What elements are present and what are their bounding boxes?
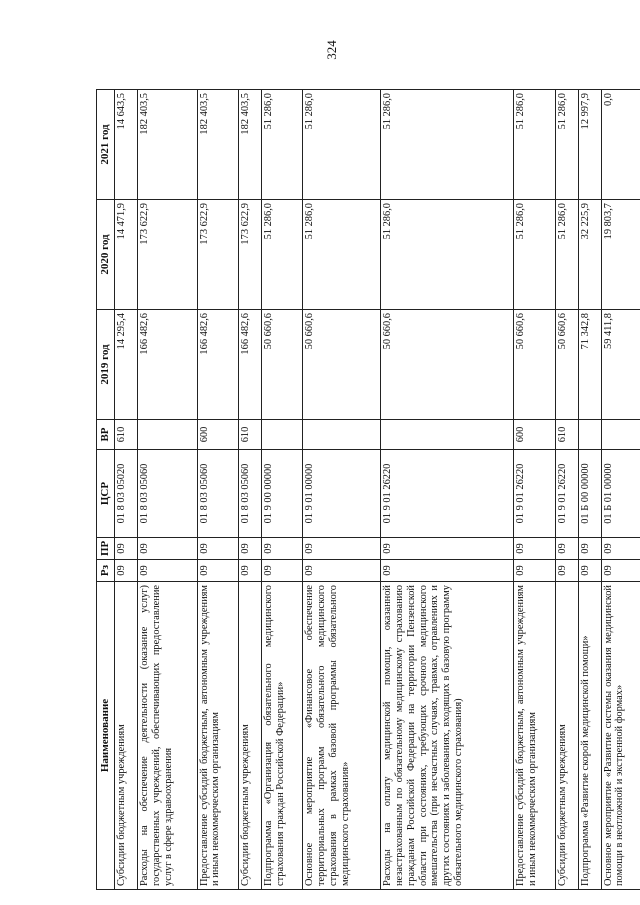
row-2021: 12 997,9 [578,90,601,200]
row-name: Субсидии бюджетным учреждениям [555,582,578,890]
row-pr: 09 [138,538,198,560]
row-2021: 51 286,0 [381,90,514,200]
row-pr: 09 [261,538,302,560]
table-row [514,90,555,890]
row-2019: 59 411,8 [601,310,640,420]
row-vr [303,420,381,450]
row-csr: 01 8 03 05060 [238,450,261,538]
row-name: Расходы на оплату медицинской помощи, оказанной незастрахованным по обязательному медицинскому страхованию гражданам Российской Федерации на территории Пензенской области при состояниях, требующих срочного медицинского вмешательства (при несчастных случаях, травмах, отравлениях и других состояниях и заболеваниях, входящих в базовую программу обязательного медицинского страхования) [381,582,514,890]
row-2021: 51 286,0 [514,90,555,200]
header-2019: 2019 год [97,310,115,420]
row-vr: 610 [555,420,578,450]
page-number: 324 [324,40,339,60]
row-csr: 01 8 03 05020 [115,450,138,538]
row-pr: 09 [197,538,238,560]
row-2020: 51 286,0 [555,200,578,310]
row-pr: 09 [303,538,381,560]
table-row [238,90,261,890]
row-2021: 51 286,0 [303,90,381,200]
row-vr: 600 [197,420,238,450]
row-name: Предоставление субсидий бюджетным, автономным учреждениям и иным некоммерческим организациям [197,582,238,890]
row-vr [601,420,640,450]
row-name: Подпрограмма «Развитие скорой медицинской помощи» [578,582,601,890]
row-name: Субсидии бюджетным учреждениям [238,582,261,890]
row-2021: 14 643,5 [115,90,138,200]
row-name: Субсидии бюджетным учреждениям [115,582,138,890]
row-2019: 166 482,6 [238,310,261,420]
row-2021: 182 403,5 [197,90,238,200]
row-name: Основное мероприятие «Финансовое обеспечение территориальных программ обязательного медицинского страхования в рамках базовой программы обязательного медицинского страхования» [303,582,381,890]
row-csr: 01 9 00 00000 [261,450,302,538]
row-2019: 50 660,6 [555,310,578,420]
row-csr: 01 9 01 26220 [514,450,555,538]
row-rz: 09 [601,560,640,582]
row-vr: 610 [238,420,261,450]
row-2019: 50 660,6 [381,310,514,420]
header-2021: 2021 год [97,90,115,200]
row-2020: 173 622,9 [197,200,238,310]
header-2020: 2020 год [97,200,115,310]
row-2020: 51 286,0 [514,200,555,310]
row-rz: 09 [138,560,198,582]
row-pr: 09 [238,538,261,560]
header-rz: Рз [97,560,115,582]
row-rz: 09 [115,560,138,582]
row-pr: 09 [578,538,601,560]
row-pr: 09 [601,538,640,560]
row-csr: 01 9 01 26220 [555,450,578,538]
row-pr: 09 [115,538,138,560]
row-2019: 166 482,6 [197,310,238,420]
row-2020: 173 622,9 [238,200,261,310]
row-2019: 50 660,6 [303,310,381,420]
row-rz: 09 [578,560,601,582]
row-rz: 09 [555,560,578,582]
header-name: Наименование [97,582,115,890]
row-2021: 51 286,0 [261,90,302,200]
row-vr [261,420,302,450]
row-name: Подпрограмма «Организация обязательного медицинского страхования граждан Российской Федерации» [261,582,302,890]
row-pr: 09 [555,538,578,560]
table-row [261,90,302,890]
row-pr: 09 [514,538,555,560]
table-header-row [97,90,115,890]
row-csr: 01 8 03 05060 [197,450,238,538]
row-name: Предоставление субсидий бюджетным, автономным учреждениям и иным некоммерческим организациям [514,582,555,890]
table-row [381,90,514,890]
row-csr: 01 9 01 26220 [381,450,514,538]
row-pr: 09 [381,538,514,560]
row-csr: 01 Б 01 00000 [601,450,640,538]
row-rz: 09 [261,560,302,582]
table-row [115,90,138,890]
row-rz: 09 [514,560,555,582]
table-row [303,90,381,890]
row-rz: 09 [197,560,238,582]
table-row [138,90,198,890]
row-2021: 182 403,5 [138,90,198,200]
row-2019: 166 482,6 [138,310,198,420]
row-2020: 51 286,0 [381,200,514,310]
row-2021: 51 286,0 [555,90,578,200]
row-2020: 173 622,9 [138,200,198,310]
row-csr: 01 9 01 00000 [303,450,381,538]
row-2019: 50 660,6 [514,310,555,420]
budget-table [96,89,640,890]
header-pr: ПР [97,538,115,560]
row-name: Расходы на обеспечение деятельности (оказание услуг) государственных учреждений, обеспечивающих предоставление услуг в сфере здравоохранения [138,582,198,890]
row-2021: 182 403,5 [238,90,261,200]
row-vr [138,420,198,450]
row-2019: 14 295,4 [115,310,138,420]
table-row [197,90,238,890]
row-rz: 09 [303,560,381,582]
row-2020: 32 225,9 [578,200,601,310]
row-2021: 0,0 [601,90,640,200]
row-vr [381,420,514,450]
row-vr: 610 [115,420,138,450]
row-rz: 09 [238,560,261,582]
table-row [578,90,601,890]
header-vr: ВР [97,420,115,450]
header-csr: ЦСР [97,450,115,538]
row-rz: 09 [381,560,514,582]
table-row [601,90,640,890]
row-csr: 01 Б 00 00000 [578,450,601,538]
row-csr: 01 8 03 05060 [138,450,198,538]
row-vr [578,420,601,450]
row-2020: 14 471,9 [115,200,138,310]
row-vr: 600 [514,420,555,450]
row-2020: 51 286,0 [261,200,302,310]
row-name: Основное мероприятие «Развитие системы оказания медицинской помощи в неотложной и экстренной формах» [601,582,640,890]
row-2019: 71 342,8 [578,310,601,420]
row-2020: 51 286,0 [303,200,381,310]
row-2019: 50 660,6 [261,310,302,420]
rotated-page-content [96,90,640,890]
table-row [555,90,578,890]
row-2020: 19 803,7 [601,200,640,310]
